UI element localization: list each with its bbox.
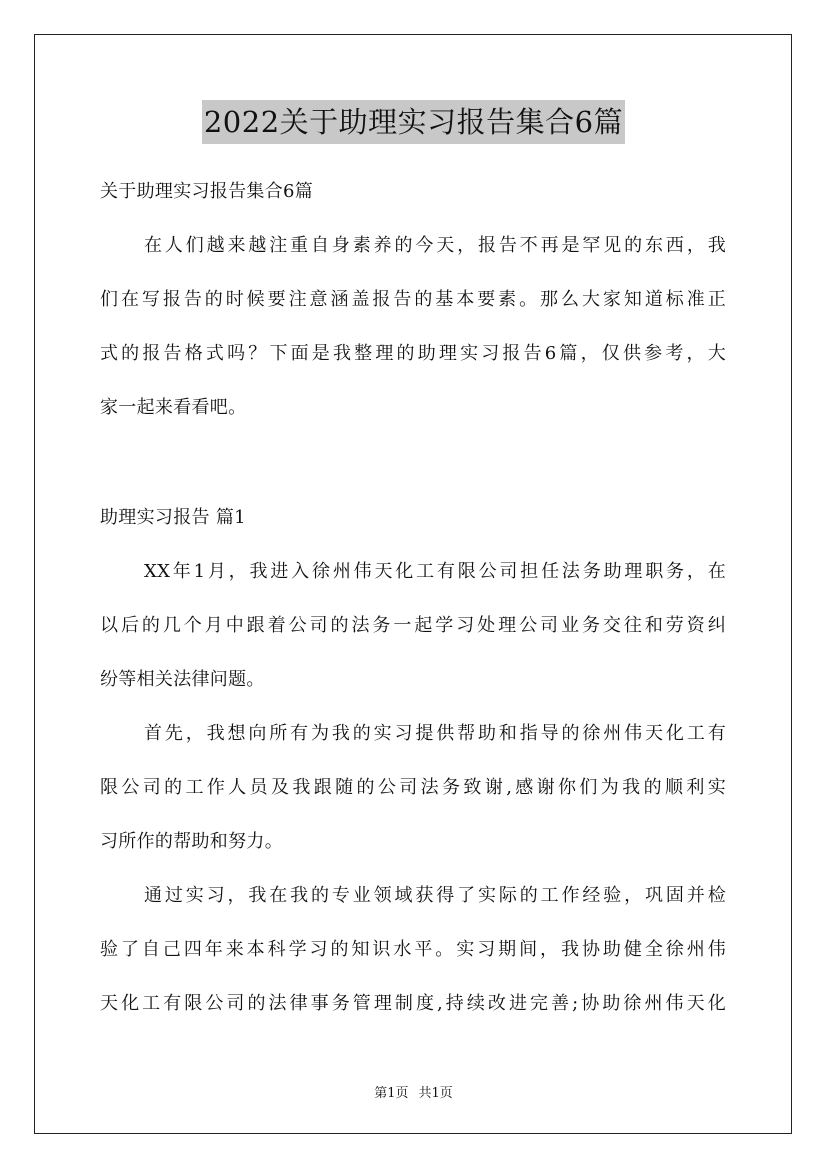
intro-line-4: 家一起来看看吧。: [100, 397, 247, 418]
document-body: [100, 165, 726, 435]
section-heading: 助理实习报告 篇1: [100, 507, 246, 528]
intro-line-2: 们在写报告的时候要注意涵盖报告的基本要素。那么大家知道标准正: [100, 289, 726, 310]
section-1: [100, 491, 726, 1031]
page-number-current: 第1页: [374, 1086, 409, 1101]
paragraph-3-line-1: 通过实习，我在我的专业领域获得了实际的工作经验，巩固并检: [144, 885, 726, 906]
paragraph-2-line-1: 首先，我想向所有为我的实习提供帮助和指导的徐州伟天化工有: [144, 723, 726, 744]
intro-line-3: 式的报告格式吗？下面是我整理的助理实习报告6篇，仅供参考，大: [100, 343, 726, 364]
paragraph-1-line-3: 纷等相关法律问题。: [100, 669, 265, 690]
intro-line-1: 在人们越来越注重自身素养的今天，报告不再是罕见的东西，我: [144, 235, 726, 256]
document-title: 2022关于助理实习报告集合6篇: [202, 100, 625, 144]
paragraph-3-line-3: 天化工有限公司的法律事务管理制度,持续改进完善;协助徐州伟天化: [100, 993, 726, 1014]
document-subtitle: 关于助理实习报告集合6篇: [100, 181, 314, 202]
page-number-total: 共1页: [418, 1086, 453, 1101]
page-footer: [0, 1082, 827, 1101]
title-container: [0, 100, 827, 144]
paragraph-3-line-2: 验了自己四年来本科学习的知识水平。实习期间，我协助健全徐州伟: [100, 939, 726, 960]
paragraph-2-line-3: 习所作的帮助和努力。: [100, 831, 283, 852]
paragraph-1-line-1: XX年1月，我进入徐州伟天化工有限公司担任法务助理职务，在: [144, 561, 726, 582]
paragraph-2-line-2: 限公司的工作人员及我跟随的公司法务致谢,感谢你们为我的顺利实: [100, 777, 726, 798]
paragraph-1-line-2: 以后的几个月中跟着公司的法务一起学习处理公司业务交往和劳资纠: [100, 615, 726, 636]
